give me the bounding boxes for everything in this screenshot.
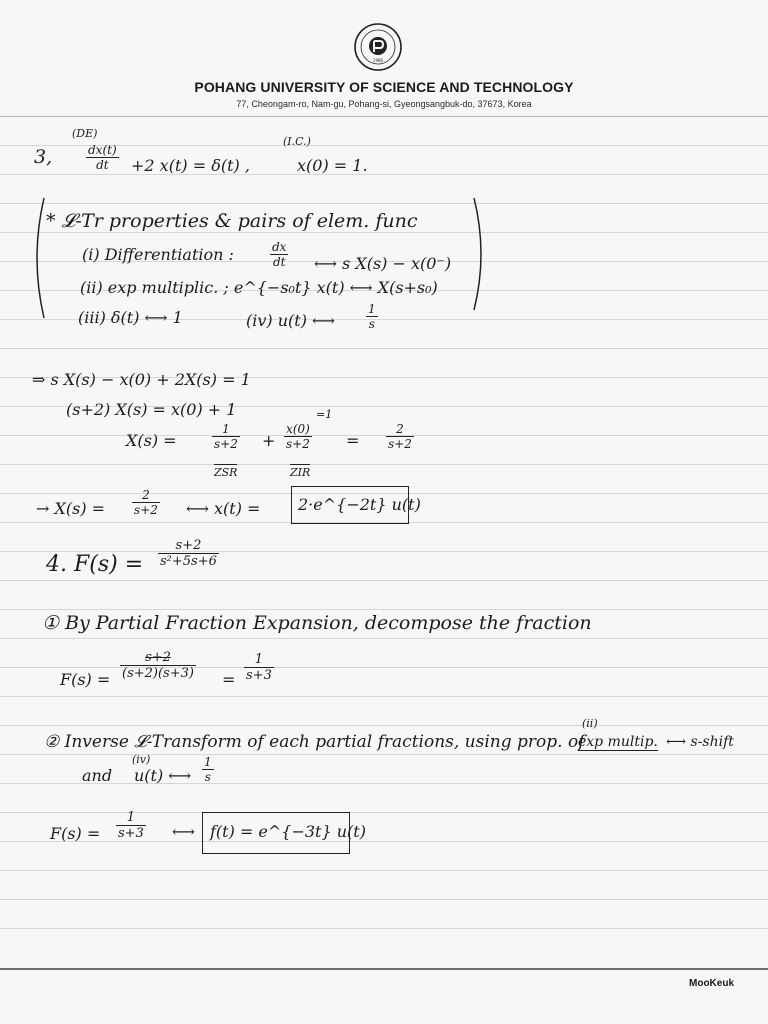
problem-4-numerator: s+2 [175,538,202,553]
ruled-line [0,435,768,436]
step-2-text: ② Inverse 𝓛-Transform of each partial fractions, using prop. of [44,732,585,752]
inverse-numerator: 2 [142,488,150,502]
result-denominator: s+2 [388,437,412,451]
ruled-line [0,203,768,204]
property-differentiation-pair: ⟷ s X(s) − x(0⁻) [314,254,452,273]
ruled-line [0,754,768,755]
dx-numerator: dx [272,240,287,254]
ruled-line [0,638,768,639]
step-1-equals: = [222,670,236,689]
zir-numerator: x(0) [286,422,310,436]
zir-fraction [284,422,312,451]
ruled-line [0,609,768,610]
answer-4: f(t) = e^{−3t} u(t) [210,822,366,841]
inverse-denominator: s+2 [134,503,158,517]
university-address: 77, Cheongam-ro, Nam-gu, Pohang-si, Gyeongsangbuk-do, 37673, Korea [236,99,532,109]
ruled-line [0,928,768,929]
step-1-result-denominator: s+3 [246,668,272,683]
step-2-shift: ⟷ s-shift [666,734,734,750]
university-name: POHANG UNIVERSITY OF SCIENCE AND TECHNOLOGY [194,79,574,95]
property-differentiation-label: (i) Differentiation : [82,245,234,264]
postech-seal-icon [353,22,403,72]
ruled-line [0,783,768,784]
result-numerator: 2 [396,422,404,436]
one-over-s-denominator: s [366,316,378,331]
solution-line-3-lhs: X(s) = [126,431,177,450]
final-fraction [116,810,146,841]
inverse-line-lhs: → X(s) = [36,499,106,518]
step-2-note-iv: (iv) [132,753,151,766]
equals-sign: = [346,431,360,450]
step-2-numerator: 1 [204,755,212,769]
problem-4-label: 4. F(s) = [46,552,144,577]
final-denominator: s+3 [118,826,144,841]
problem-3-equation: +2 x(t) = δ(t) , [131,156,250,175]
plus-sign: + [262,431,276,450]
right-bracket-icon [470,196,490,312]
solution-line-2: (s+2) X(s) = x(0) + 1 [66,400,237,419]
step-2-fraction [202,755,214,784]
header-divider [0,116,768,117]
zsr-fraction [212,422,240,451]
svg-text:1986: 1986 [372,58,384,63]
ruled-line [0,841,768,842]
answer-3: 2·e^{−2t} u(t) [298,495,421,514]
property-impulse: (iii) δ(t) ⟷ 1 [78,308,183,327]
step-1-text: ① By Partial Fraction Expansion, decompose the fraction [42,612,592,634]
ruled-line [0,174,768,175]
zir-denominator: s+2 [286,437,310,451]
step-2-exp-mult: exp multip. [578,734,658,750]
notebook-brand: MooKeuk [689,978,734,989]
ic-tag: (I.C.) [283,135,311,148]
derivative-denominator: dt [86,157,119,172]
step-1-denominator: (s+2)(s+3) [122,666,194,681]
ruled-line [0,899,768,900]
final-numerator: 1 [126,810,136,825]
properties-heading: * 𝓛-Tr properties & pairs of elem. func [46,210,418,232]
zsr-label: ZSR [214,466,238,479]
property-exp-multiplication: (ii) exp multiplic. ; e^{−s₀t} x(t) ⟷ X(s+s₀) [80,278,438,297]
final-arrow: ⟷ [172,822,195,841]
derivative-numerator: dx(t) [88,143,117,157]
zir-note: =1 [316,408,333,421]
initial-condition: x(0) = 1. [297,156,368,175]
ruled-line [0,667,768,668]
zsr-numerator: 1 [222,422,230,436]
inverse-line-arrow: ⟷ x(t) = [186,499,261,518]
result-fraction [386,422,414,451]
dt-denominator: dt [270,254,288,269]
footer-divider [0,968,768,970]
de-tag: (DE) [72,127,98,140]
ruled-line [0,232,768,233]
property-unit-step-fraction [366,302,378,331]
solution-line-1: ⇒ s X(s) − x(0) + 2X(s) = 1 [32,370,251,389]
ruled-line [0,348,768,349]
step-2-unit-step: u(t) ⟷ [134,766,192,785]
one-over-s-numerator: 1 [368,302,376,316]
ruled-line [0,725,768,726]
problem-3-derivative [86,143,119,172]
problem-4-denominator: s²+5s+6 [160,554,217,569]
step-1-numerator: s+2 [145,650,171,665]
step-1-result-numerator: 1 [254,652,264,667]
inverse-line-fraction [132,488,160,517]
step-2-and: and [82,766,113,785]
property-differentiation-fraction [270,240,288,269]
property-unit-step-label: (iv) u(t) ⟷ [246,311,335,330]
step-2-denominator: s [202,769,214,784]
step-1-fraction [120,650,196,681]
left-bracket-icon [28,196,48,320]
ruled-line [0,870,768,871]
ruled-line [0,696,768,697]
step-1-result [244,652,274,683]
problem-4-fraction [158,538,219,569]
ruled-line [0,464,768,465]
step-2-note-ii: (ii) [582,717,598,730]
problem-3-number: 3, [34,146,53,168]
zsr-denominator: s+2 [214,437,238,451]
step-1-lhs: F(s) = [60,670,111,689]
final-lhs: F(s) = [50,824,101,843]
ruled-line [0,580,768,581]
zir-label: ZIR [290,466,311,479]
